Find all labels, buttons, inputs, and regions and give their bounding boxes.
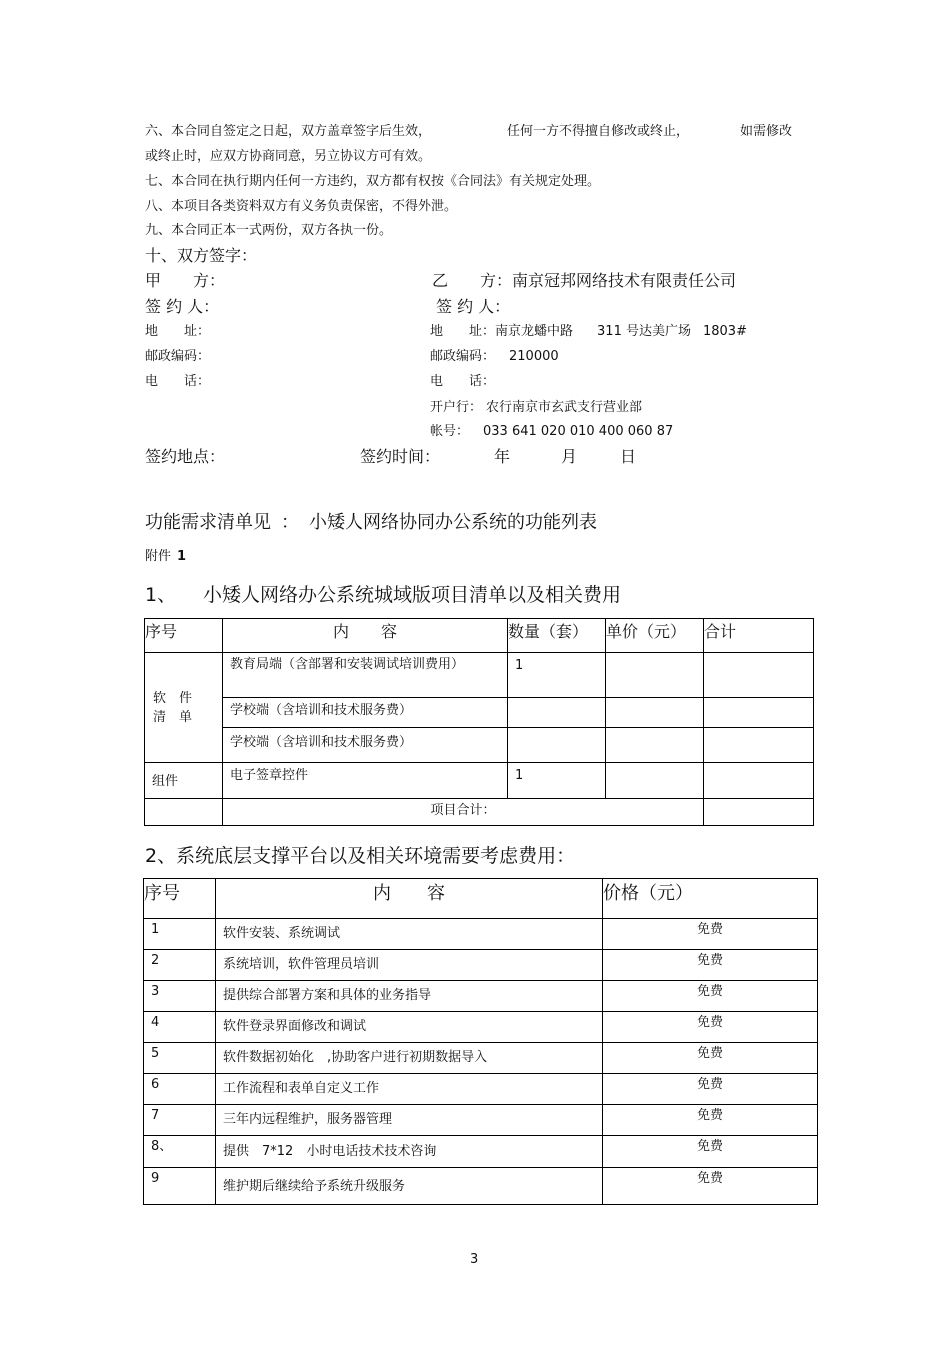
function-note-a: 功能需求清单见 [145,512,271,533]
table1-row2-qty [508,698,606,728]
table-row [144,1012,818,1043]
party-b-label: 乙 方： [432,271,513,290]
section-1-title: 小矮人网络办公系统城域版项目清单以及相关费用 [203,584,622,606]
party-a-phone: 电 话： [145,374,211,389]
table1-row3-price [606,728,704,763]
party-b-postal [430,345,559,364]
table2-row-no: 4 [151,1015,160,1030]
table2-row-price: 免费 [696,953,723,968]
table2-row-price: 免费 [696,1046,723,1061]
party-b-account-label: 帐号： [430,424,470,439]
table2-row-no: 6 [151,1077,160,1092]
clause-9: 九、本合同正本一式两份，双方各执一份。 [145,223,393,238]
party-b-address [430,320,747,339]
table1-row1-qty: 1 [515,658,524,673]
table1-row3-content: 学校端（含培训和技术服务费） [230,735,413,750]
table1-header-total: 合计 [704,619,814,653]
table2-row-no: 9 [151,1171,160,1186]
party-b-account [430,420,673,439]
table2-row-content: 提供 7*12 小时电话技术技术咨询 [223,1144,437,1159]
table1-header-no: 序号 [145,619,223,653]
table1-row3-qty [508,728,606,763]
table-row [145,728,814,763]
table-row [144,919,818,950]
table-row [144,1074,818,1105]
table1-component-qty: 1 [515,768,524,783]
party-b-address-label: 地 址： [430,324,496,339]
table2-row-price: 免费 [696,1077,723,1092]
table2-header-price: 价格（元） [603,879,818,919]
table1-header-row [145,619,814,653]
project-total-value [704,799,814,826]
party-b-account-number: 033 641 020 010 400 060 87 [483,424,674,439]
table2-row-content: 软件安装、系统调试 [223,926,341,941]
clause-7: 七、本合同在执行期内任何一方违约，双方都有权按《合同法》有关规定处理。 [145,174,601,189]
date-month: 月 [561,447,578,466]
table1-component-total [704,763,814,799]
party-b-line [432,268,736,291]
table2-row-no: 7 [151,1108,160,1123]
table1-row2-content: 学校端（含培训和技术服务费） [230,703,413,718]
table1-row1-content: 教育局端（含部署和安装调试培训费用） [230,657,465,672]
table1-component-content: 电子签章控件 [230,768,309,783]
clause-6-part-a: 六、本合同自签定之日起，双方盖章签字后生效， [145,124,432,139]
table1-component-price [606,763,704,799]
table2-row-no: 3 [151,984,160,999]
function-note [145,508,597,534]
table2-row-content: 三年内远程维护，服务器管理 [223,1112,393,1127]
clause-6-part-d: 或终止时，应双方协商同意，另立协议方可有效。 [145,149,432,164]
attachment-number: 1 [177,549,187,564]
table1-row1-price [606,653,704,698]
table1-total-row [145,799,814,826]
table2-row-price: 免费 [696,1139,723,1154]
component-label: 组件 [152,774,179,789]
software-list-cell [145,653,223,763]
table-row [144,1105,818,1136]
table1-header-price: 单价（元） [606,619,704,653]
table2-row-price: 免费 [696,1015,723,1030]
table-row [144,1043,818,1074]
section-2-title: 2、系统底层支撑平台以及相关环境需要考虑费用： [145,845,576,867]
table2-row-content: 软件登录界面修改和调试 [223,1019,367,1034]
party-b-postal-code: 210000 [509,349,559,364]
party-b-bank-name: 农行南京市玄武支行营业部 [486,400,643,415]
table1-total-blank [145,799,223,826]
clause-6-part-b: 任何一方不得擅自修改或终止， [507,124,690,139]
table2-row-content: 提供综合部署方案和具体的业务指导 [223,988,432,1003]
table-row [145,653,814,698]
party-b-phone: 电 话： [430,374,496,389]
attachment [145,545,186,564]
table2-row-content: 维护期后继续给予系统升级服务 [223,1179,406,1194]
table-row [144,981,818,1012]
table-row [145,763,814,799]
party-b-name: 南京冠邦网络技术有限责任公司 [512,271,737,290]
table1-header-qty: 数量（套） [508,619,606,653]
table-row [144,950,818,981]
party-b-postal-label: 邮政编码： [430,349,496,364]
date-year: 年 [494,447,511,466]
function-note-b: ： [281,512,299,533]
project-cost-table [144,618,814,826]
table1-row2-price [606,698,704,728]
table2-row-no: 5 [151,1046,160,1061]
party-b-address-1: 南京龙蟠中路 [495,324,574,339]
table-row [144,1136,818,1168]
party-b-address-3: 1803# [702,324,747,339]
software-label-1: 软 件 [153,690,193,706]
party-b-bank [430,396,642,415]
table2-row-content: 软件数据初始化 ,协助客户进行初期数据导入 [223,1050,488,1065]
party-a-signer: 签 约 人： [145,297,220,316]
table2-header-content: 内 容 [216,879,603,919]
table2-row-no: 2 [151,953,160,968]
table2-row-price: 免费 [696,922,723,937]
sign-time: 签约时间： [360,447,441,466]
date-day: 日 [620,447,637,466]
table2-header-no: 序号 [144,879,216,919]
party-b-bank-label: 开户行： [430,400,483,415]
party-a-address: 地 址： [145,324,211,339]
sign-place: 签约地点： [145,447,226,466]
party-a-postal: 邮政编码： [145,349,211,364]
software-label-2: 清 单 [153,709,193,725]
clause-10: 十、双方签字： [145,246,258,265]
table-row [144,1168,818,1205]
table2-row-content: 系统培训，软件管理员培训 [223,957,380,972]
table-row [145,698,814,728]
table1-header-content: 内 容 [223,619,508,653]
table2-row-price: 免费 [696,984,723,999]
table2-row-no: 1 [151,922,160,937]
table1-row1-total [704,653,814,698]
table1-row3-total [704,728,814,763]
attachment-label: 附件 [145,549,172,564]
party-a-label: 甲 方： [145,271,226,290]
table2-row-content: 工作流程和表单自定义工作 [223,1081,380,1096]
project-total-label: 项目合计： [430,803,496,818]
clause-6-part-c: 如需修改 [740,124,793,139]
table2-row-price: 免费 [696,1171,723,1186]
party-b-signer: 签 约 人： [436,297,511,316]
function-note-c: 小矮人网络协同办公系统的功能列表 [309,512,597,533]
section-1-number: 1、 [145,584,177,606]
table2-row-price: 免费 [696,1108,723,1123]
clause-8: 八、本项目各类资料双方有义务负责保密，不得外泄。 [145,199,458,214]
party-b-address-2: 311 号达美广场 [597,324,691,339]
table2-row-no: 8、 [151,1139,173,1154]
page-number: 3 [470,1252,479,1267]
platform-cost-table [143,878,818,1205]
table1-row2-total [704,698,814,728]
table2-header-row [144,879,818,919]
